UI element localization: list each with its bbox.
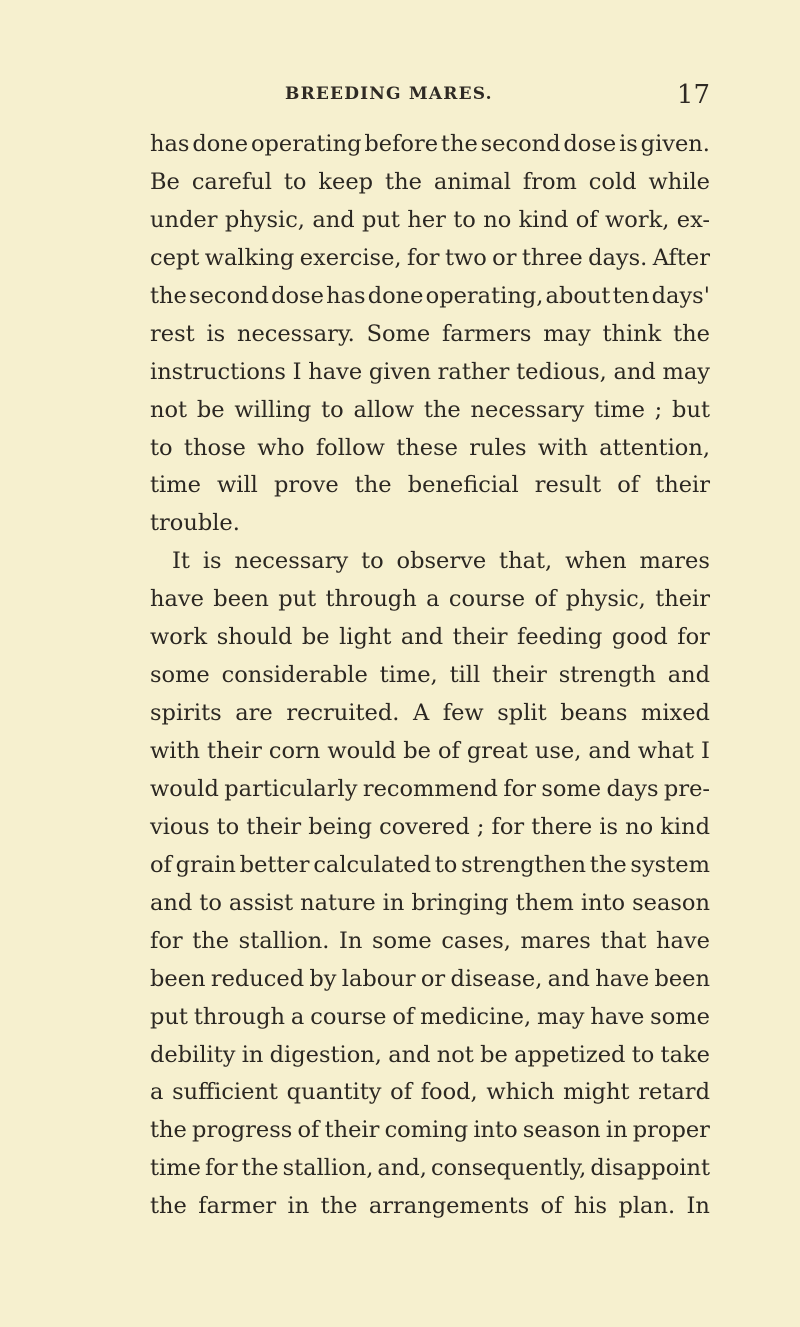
word: use, [534, 738, 582, 764]
word: days [606, 775, 659, 802]
word: for [406, 244, 440, 271]
word: operating, [425, 282, 544, 309]
word: In [339, 927, 363, 954]
word: coming [384, 1117, 469, 1144]
word: physic, [565, 586, 646, 613]
word: what [637, 738, 694, 764]
word: are [235, 700, 273, 727]
word: days. [588, 244, 648, 271]
word: being [308, 813, 372, 840]
text-line [150, 852, 710, 890]
page-number: 17 [676, 80, 710, 110]
word: will [216, 472, 258, 499]
word: rules [469, 434, 527, 461]
word: Be [150, 168, 180, 195]
word: I [701, 738, 710, 764]
word: put [278, 586, 317, 613]
word: walking [204, 244, 295, 271]
word: of [534, 586, 557, 613]
word: the [192, 927, 230, 954]
word: from [522, 168, 577, 195]
word: covered [379, 813, 470, 840]
text-line [150, 245, 710, 283]
word: that, [499, 548, 553, 575]
word: great [466, 738, 528, 764]
word: about [545, 282, 611, 309]
text-line [150, 928, 710, 966]
text-line [150, 1155, 710, 1193]
word: recommend [362, 775, 498, 802]
word: take [660, 1041, 710, 1068]
word: some [650, 1003, 710, 1030]
word: been [213, 586, 269, 613]
word: necessary. [236, 320, 355, 347]
text-line [150, 700, 710, 738]
word: and [588, 738, 631, 764]
word: consequently, [430, 1155, 587, 1182]
word: of [438, 738, 460, 764]
word: done [192, 131, 249, 157]
word: to [434, 851, 458, 878]
word: light [339, 624, 392, 651]
word: their [207, 738, 262, 764]
word: the [320, 1193, 358, 1220]
word: her [407, 206, 446, 233]
word: to [453, 206, 476, 233]
word: vious [150, 813, 210, 840]
word: willing [234, 396, 312, 423]
word: may [537, 1003, 585, 1030]
word: that [600, 927, 647, 954]
word: trouble. [150, 510, 240, 537]
word: corn [268, 738, 321, 764]
word: and [667, 662, 710, 689]
word: their [655, 472, 710, 499]
text-line [150, 738, 710, 776]
word: second [480, 131, 561, 157]
word: to [631, 1041, 655, 1068]
word: attention, [599, 434, 710, 461]
word: might [563, 1079, 630, 1106]
word: or [420, 965, 446, 992]
word: stallion, [282, 1155, 374, 1182]
word: food, [420, 1079, 478, 1106]
word: till [449, 662, 481, 689]
word: be [480, 1041, 508, 1068]
word: when [565, 548, 627, 575]
word: time [150, 1155, 201, 1182]
word: there [531, 813, 593, 840]
word: debility [150, 1041, 236, 1068]
text-line [150, 1117, 710, 1155]
word: observe [396, 548, 487, 575]
text-line [150, 397, 710, 435]
word: exercise, [299, 244, 402, 271]
running-title: BREEDING MARES. [285, 84, 493, 104]
word: for [677, 624, 710, 651]
text-line [150, 1193, 710, 1231]
word: beans [560, 700, 628, 727]
word: course [310, 1003, 387, 1030]
word: to [216, 813, 240, 840]
word: the [589, 851, 627, 878]
word: and [613, 358, 656, 385]
word: animal [433, 168, 511, 195]
word: cept [150, 244, 200, 271]
word: their [246, 813, 302, 840]
word: but [672, 396, 710, 423]
text-line [150, 662, 710, 700]
word: ; [654, 396, 663, 423]
word: their [324, 1117, 380, 1144]
word: given [368, 358, 431, 385]
word: quantity [286, 1079, 382, 1106]
word: have [150, 586, 204, 613]
word: result [534, 472, 602, 499]
word: to [361, 548, 384, 575]
word: into [580, 889, 626, 916]
word: sufficient [172, 1079, 278, 1106]
word: have [590, 1003, 645, 1030]
word: careful [191, 168, 272, 195]
word: and [388, 1041, 431, 1068]
word: of [392, 1003, 415, 1030]
word: season [522, 1117, 601, 1144]
word: In [686, 1193, 710, 1220]
text-line [150, 510, 710, 548]
text-line [150, 814, 710, 852]
word: rest [150, 320, 195, 347]
word: plan. [618, 1193, 676, 1220]
word: It [172, 548, 190, 575]
word: in [287, 1193, 310, 1220]
text-line [150, 624, 710, 662]
word: farmers [441, 320, 532, 347]
word: or [492, 244, 517, 271]
word: been [150, 965, 206, 992]
word: the [150, 282, 187, 309]
word: the [150, 1193, 187, 1220]
word: their [655, 586, 710, 613]
word: put [150, 1003, 188, 1030]
word: through [325, 586, 417, 613]
word: is [619, 131, 638, 157]
text-line [150, 586, 710, 624]
text-line [150, 321, 710, 359]
word: days' [651, 282, 710, 309]
word: would [150, 775, 219, 802]
word: strengthen [461, 851, 587, 878]
word: dose [271, 282, 324, 309]
word: be [196, 396, 225, 423]
word: these [396, 434, 458, 461]
word: retard [638, 1079, 710, 1106]
word: physic, [224, 206, 305, 233]
word: reduced [210, 965, 305, 992]
word: Some [366, 320, 431, 347]
word: some [150, 662, 210, 689]
word: particularly [224, 775, 358, 802]
text-line [150, 435, 710, 473]
word: the [354, 472, 392, 499]
word: work, [605, 206, 670, 233]
word: second [189, 282, 269, 309]
word: considerable [221, 662, 368, 689]
word: instructions [150, 358, 286, 385]
word: proper [632, 1117, 710, 1144]
word: good [611, 624, 668, 651]
word: through [193, 1003, 286, 1030]
word: the [241, 1155, 279, 1182]
word: A [412, 700, 430, 727]
word: three [521, 244, 583, 271]
word: necessary [234, 548, 349, 575]
word: should [216, 624, 293, 651]
word: spirits [150, 700, 222, 727]
word: to [150, 434, 173, 461]
word: operating [250, 131, 362, 157]
word: some [541, 775, 602, 802]
word: their [492, 662, 547, 689]
word: a [426, 586, 440, 613]
word: of [575, 206, 598, 233]
word: with [537, 434, 588, 461]
word: necessary [470, 396, 585, 423]
word: for [503, 775, 536, 802]
text-line [150, 966, 710, 1004]
word: would [327, 738, 397, 764]
word: his [573, 1193, 608, 1220]
word: those [183, 434, 246, 461]
word: mares [639, 548, 710, 575]
word: has [326, 282, 366, 309]
word: cases, [441, 927, 511, 954]
word: some [371, 927, 432, 954]
word: few [442, 700, 484, 727]
word: of [390, 1079, 413, 1106]
word: time, [379, 662, 438, 689]
word: of [540, 1193, 563, 1220]
word: been [654, 965, 710, 992]
word: have [656, 927, 710, 954]
word: into [473, 1117, 518, 1144]
word: cold [588, 168, 637, 195]
word: a [290, 1003, 305, 1030]
word: done [367, 282, 424, 309]
word: them [515, 889, 574, 916]
word: for [491, 813, 525, 840]
word: put [362, 206, 400, 233]
word: may [662, 358, 710, 385]
word: and [547, 965, 590, 992]
word: for [150, 927, 183, 954]
word: system [630, 851, 710, 878]
word: dose [563, 131, 617, 157]
word: is [599, 813, 619, 840]
word: under [150, 206, 218, 233]
word: the [440, 131, 478, 157]
word: kind [518, 206, 569, 233]
word: the [150, 1117, 187, 1144]
word: season [632, 889, 710, 916]
word: and [312, 206, 355, 233]
word: ; [476, 813, 485, 840]
word: to [321, 396, 344, 423]
word: be [301, 624, 330, 651]
word: the [673, 320, 710, 347]
text-line [150, 1079, 710, 1117]
word: recruited. [286, 700, 400, 727]
word: mares [520, 927, 591, 954]
word: disease, [450, 965, 543, 992]
word: of [297, 1117, 320, 1144]
body-text [150, 131, 710, 1231]
word: of [617, 472, 640, 499]
word: which [486, 1079, 555, 1106]
word: has [150, 131, 190, 157]
word: keep [318, 168, 374, 195]
text-line [150, 1042, 710, 1080]
word: kind [660, 813, 710, 840]
word: not [436, 1041, 474, 1068]
word: of [150, 851, 172, 878]
word: their [452, 624, 508, 651]
text-line [150, 359, 710, 397]
word: work [150, 624, 208, 651]
word: no [483, 206, 512, 233]
text-line [150, 472, 710, 510]
word: think [602, 320, 662, 347]
word: not [150, 396, 188, 423]
text-line [150, 283, 710, 321]
word: and [150, 889, 193, 916]
word: given. [640, 131, 710, 157]
word: who [257, 434, 305, 461]
word: allow [353, 396, 415, 423]
word: time [594, 396, 645, 423]
running-head [150, 80, 710, 114]
word: nature [300, 889, 376, 916]
word: to [283, 168, 307, 195]
word: stallion. [238, 927, 330, 954]
word: grain [175, 851, 236, 878]
word: beneficial [407, 472, 519, 499]
word: before [364, 131, 439, 157]
word: better [239, 851, 310, 878]
word: arrangements [368, 1193, 530, 1220]
word: prove [273, 472, 339, 499]
word: a [150, 1079, 164, 1106]
word: disappoint [590, 1155, 710, 1182]
word: while [648, 168, 710, 195]
word: farmer [198, 1193, 277, 1220]
word: strength [558, 662, 656, 689]
word: two [444, 244, 487, 271]
word: appetized [514, 1041, 626, 1068]
word: follow [315, 434, 385, 461]
word: digestion, [269, 1041, 382, 1068]
word: After [652, 244, 710, 271]
word: the [385, 168, 422, 195]
text-line [150, 169, 710, 207]
word: in [382, 889, 405, 916]
text-line [150, 548, 710, 586]
word: pre- [663, 775, 710, 802]
word: with [150, 738, 200, 764]
word: feeding [516, 624, 603, 651]
text-line [150, 207, 710, 245]
word: have [595, 965, 650, 992]
word: is [206, 320, 226, 347]
word: by [309, 965, 337, 992]
word: split [497, 700, 547, 727]
word: be [403, 738, 431, 764]
word: time [150, 472, 201, 499]
word: is [202, 548, 222, 575]
word: mixed [640, 700, 710, 727]
word: for [204, 1155, 238, 1182]
text-line [150, 1004, 710, 1042]
word: and, [377, 1155, 427, 1182]
word: and [400, 624, 444, 651]
text-line [150, 890, 710, 928]
word: tedious, [516, 358, 607, 385]
word: I [292, 358, 302, 385]
word: labour [341, 965, 416, 992]
word: in [241, 1041, 264, 1068]
text-line [150, 776, 710, 814]
word: assist [228, 889, 294, 916]
word: may [543, 320, 591, 347]
word: calculated [313, 851, 431, 878]
word: rather [437, 358, 510, 385]
word: to [199, 889, 222, 916]
word: no [625, 813, 654, 840]
text-line [150, 131, 710, 169]
word: bringing [411, 889, 509, 916]
word: medicine, [420, 1003, 532, 1030]
word: progress [192, 1117, 293, 1144]
word: the [423, 396, 461, 423]
word: ten [612, 282, 650, 309]
word: have [308, 358, 363, 385]
word: ex- [676, 206, 710, 233]
word: in [605, 1117, 628, 1144]
word: course [448, 586, 526, 613]
